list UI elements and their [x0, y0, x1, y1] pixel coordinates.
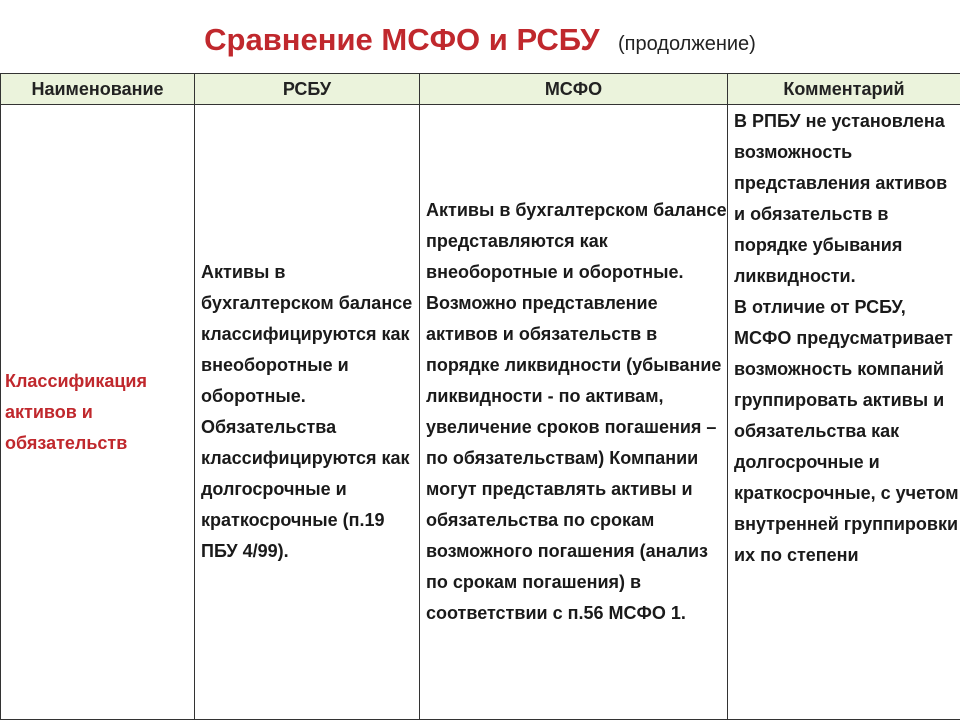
- header-name: Наименование: [1, 74, 195, 105]
- header-rsbu: РСБУ: [195, 74, 420, 105]
- cell-name: Классификация активов и обязательств: [1, 105, 195, 720]
- page-title: [0, 22, 960, 58]
- cell-comment: [728, 105, 960, 720]
- header-msfo: МСФО: [420, 74, 728, 105]
- title-main: Сравнение МСФО и РСБУ: [204, 22, 600, 57]
- comparison-table: [0, 73, 960, 720]
- header-comment: Комментарий: [728, 74, 960, 105]
- comment-paragraph-1: В РПБУ не установлена возможность представления активов и обязательств в порядке убывания ликвидности.: [734, 111, 948, 286]
- table-header-row: [1, 74, 960, 105]
- table-row: [1, 105, 960, 720]
- cell-rsbu: Активы в бухгалтерском балансе классифицируются как внеоборотные и оборотные. Обязательства классифицируются как долгосрочные и краткосрочные (п.19 ПБУ 4/99).: [195, 105, 420, 720]
- comment-paragraph-2: В отличие от РСБУ, МСФО предусматривает возможность компаний группировать активы и обязательства как долгосрочные и краткосрочные, с учетом внутренней группировки их по степени: [734, 297, 959, 565]
- cell-msfo: Активы в бухгалтерском балансе представляются как внеоборотные и оборотные. Возможно представление активов и обязательств в порядке ликвидности (убывание ликвидности - по активам, увеличение сроков погашения – по обязательствам) Компании могут представлять активы и обязательства по срокам возможного погашения (анализ по срокам погашения) в соответствии с п.56 МСФО 1.: [420, 105, 728, 720]
- title-subtitle: (продолжение): [618, 33, 756, 55]
